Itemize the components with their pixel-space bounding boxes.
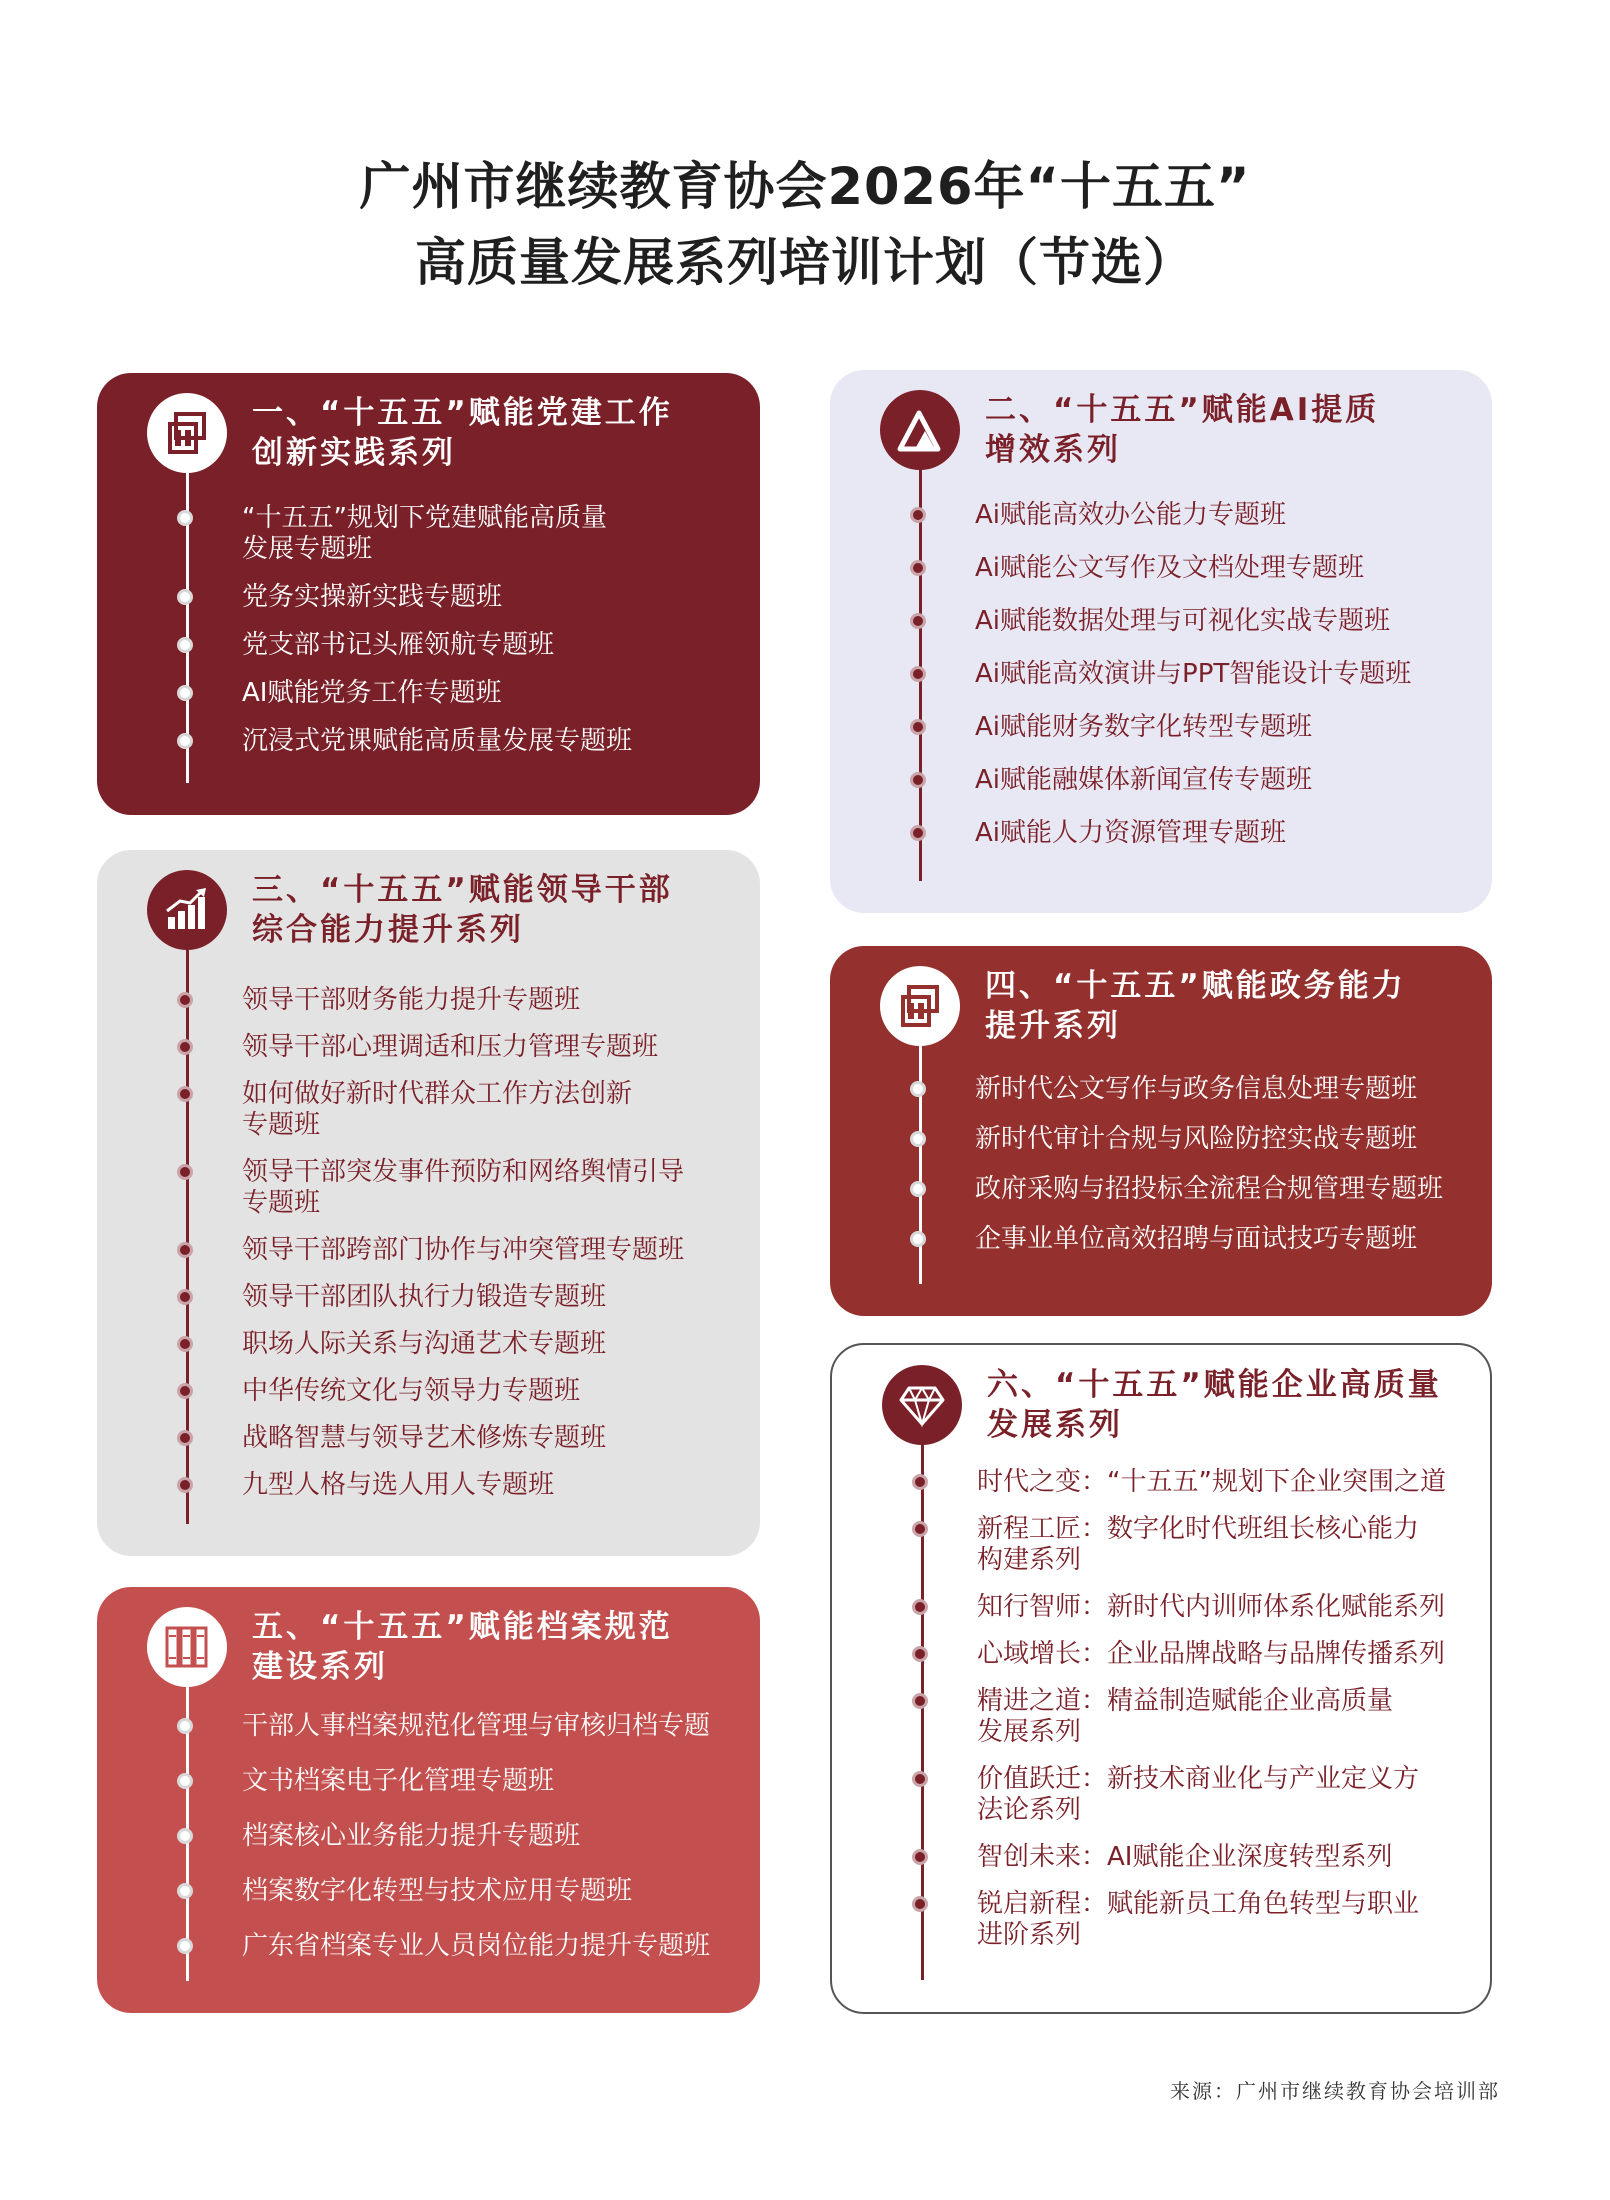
course-item: 档案数字化转型与技术应用专题班 — [242, 1876, 748, 1907]
course-list — [242, 503, 748, 774]
section-emblem — [880, 966, 960, 1046]
course-item: Ai赋能高效办公能力专题班 — [975, 500, 1480, 531]
section-heading: 二、“十五五”赋能AI提质 增效系列 — [985, 392, 1380, 468]
section-ai-efficiency — [830, 370, 1492, 913]
growth-chart-icon — [162, 885, 212, 935]
ai-icon — [895, 405, 945, 455]
course-item: Ai赋能数据处理与可视化实战专题班 — [975, 606, 1480, 637]
course-item: 战略智慧与领导艺术修炼专题班 — [242, 1423, 748, 1454]
section-emblem — [880, 390, 960, 470]
course-item: Ai赋能高效演讲与PPT智能设计专题班 — [975, 659, 1480, 690]
course-item: 领导干部突发事件预防和网络舆情引导 专题班 — [242, 1157, 748, 1219]
course-list — [242, 985, 748, 1517]
course-item: 领导干部团队执行力锻造专题班 — [242, 1282, 748, 1313]
course-item: 干部人事档案规范化管理与审核归档专题 — [242, 1711, 748, 1742]
course-item: 企事业单位高效招聘与面试技巧专题班 — [975, 1224, 1480, 1255]
course-list — [975, 500, 1480, 871]
course-item: Ai赋能人力资源管理专题班 — [975, 818, 1480, 849]
title-line-1: 广州市继续教育协会2026年“十五五” — [359, 158, 1251, 217]
course-item: 精进之道：精益制造赋能企业高质量 发展系列 — [977, 1686, 1478, 1748]
section-heading: 五、“十五五”赋能档案规范 建设系列 — [252, 1609, 673, 1685]
section-emblem — [882, 1365, 962, 1445]
course-item: 知行智师：新时代内训师体系化赋能系列 — [977, 1592, 1478, 1623]
course-item: 档案核心业务能力提升专题班 — [242, 1821, 748, 1852]
course-list — [977, 1467, 1478, 1967]
course-item: 心域增长：企业品牌战略与品牌传播系列 — [977, 1639, 1478, 1670]
title-line-2: 高质量发展系列培训计划（节选） — [414, 234, 1195, 293]
section-government-affairs — [830, 946, 1492, 1316]
section-heading: 四、“十五五”赋能政务能力 提升系列 — [985, 968, 1406, 1044]
course-item: Ai赋能融媒体新闻宣传专题班 — [975, 765, 1480, 796]
archive-icon — [162, 1622, 212, 1672]
section-heading: 六、“十五五”赋能企业高质量 发展系列 — [987, 1367, 1442, 1443]
section-enterprise — [830, 1343, 1492, 2014]
course-item: 文书档案电子化管理专题班 — [242, 1766, 748, 1797]
source-note: 来源：广州市继续教育协会培训部 — [1170, 2079, 1500, 2103]
course-item: 政府采购与招投标全流程合规管理专题班 — [975, 1174, 1480, 1205]
section-heading: 一、“十五五”赋能党建工作 创新实践系列 — [252, 395, 673, 471]
course-item: 时代之变：“十五五”规划下企业突围之道 — [977, 1467, 1478, 1498]
page-title — [0, 150, 1610, 302]
building-icon — [162, 408, 212, 458]
section-leadership — [97, 850, 760, 1556]
course-item: 如何做好新时代群众工作方法创新 专题班 — [242, 1079, 748, 1141]
course-item: 职场人际关系与沟通艺术专题班 — [242, 1329, 748, 1360]
course-item: 领导干部跨部门协作与冲突管理专题班 — [242, 1235, 748, 1266]
section-emblem — [147, 1607, 227, 1687]
section-archives — [97, 1587, 760, 2013]
course-item: 新时代公文写作与政务信息处理专题班 — [975, 1074, 1480, 1105]
section-emblem — [147, 870, 227, 950]
course-item: 领导干部财务能力提升专题班 — [242, 985, 748, 1016]
course-item: 沉浸式党课赋能高质量发展专题班 — [242, 726, 748, 757]
course-item: 领导干部心理调适和压力管理专题班 — [242, 1032, 748, 1063]
course-item: 价值跃迁：新技术商业化与产业定义方 法论系列 — [977, 1764, 1478, 1826]
diamond-icon — [897, 1380, 947, 1430]
course-item: 锐启新程：赋能新员工角色转型与职业 进阶系列 — [977, 1889, 1478, 1951]
course-item: 智创未来：AI赋能企业深度转型系列 — [977, 1842, 1478, 1873]
course-item: 党务实操新实践专题班 — [242, 582, 748, 613]
course-item: Ai赋能公文写作及文档处理专题班 — [975, 553, 1480, 584]
section-heading: 三、“十五五”赋能领导干部 综合能力提升系列 — [252, 872, 673, 948]
course-item: Ai赋能财务数字化转型专题班 — [975, 712, 1480, 743]
section-emblem — [147, 393, 227, 473]
section-party-building — [97, 373, 760, 815]
course-item: 党支部书记头雁领航专题班 — [242, 630, 748, 661]
building-icon — [895, 981, 945, 1031]
course-list — [975, 1074, 1480, 1274]
course-item: 新程工匠：数字化时代班组长核心能力 构建系列 — [977, 1514, 1478, 1576]
course-item: 中华传统文化与领导力专题班 — [242, 1376, 748, 1407]
course-item: 新时代审计合规与风险防控实战专题班 — [975, 1124, 1480, 1155]
course-item: AI赋能党务工作专题班 — [242, 678, 748, 709]
course-item: 广东省档案专业人员岗位能力提升专题班 — [242, 1931, 748, 1962]
course-item: “十五五”规划下党建赋能高质量 发展专题班 — [242, 503, 748, 565]
course-item: 九型人格与选人用人专题班 — [242, 1470, 748, 1501]
course-list — [242, 1711, 748, 1986]
